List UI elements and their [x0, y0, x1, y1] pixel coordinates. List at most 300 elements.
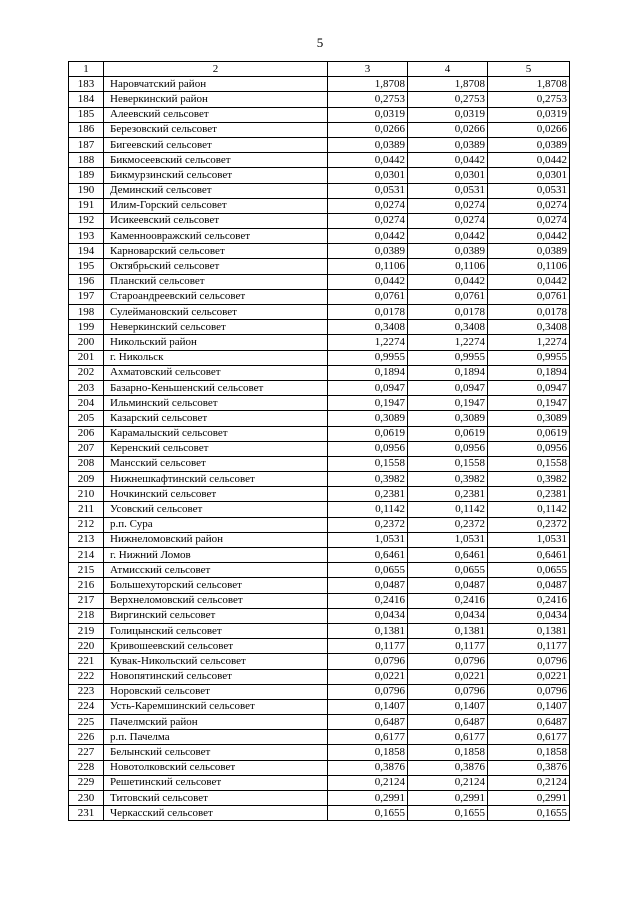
value-col5-cell: 0,1558 [488, 456, 570, 471]
territory-name-cell: Усовский сельсовет [104, 502, 328, 517]
territory-name-cell: Базарно-Кеньшенский сельсовет [104, 380, 328, 395]
territory-name-cell: г. Никольск [104, 350, 328, 365]
value-col5-cell: 0,0655 [488, 563, 570, 578]
territory-name-cell: Октябрьский сельсовет [104, 259, 328, 274]
value-col3-cell: 0,2753 [328, 92, 408, 107]
territory-name-cell: Неверкинский район [104, 92, 328, 107]
value-col5-cell: 0,0389 [488, 244, 570, 259]
value-col3-cell: 0,3089 [328, 411, 408, 426]
value-col3-cell: 0,9955 [328, 350, 408, 365]
value-col4-cell: 0,0487 [408, 578, 488, 593]
value-col5-cell: 0,1894 [488, 365, 570, 380]
value-col3-cell: 0,2991 [328, 791, 408, 806]
table-row [69, 183, 570, 198]
table-row [69, 760, 570, 775]
row-number-cell: 184 [69, 92, 104, 107]
row-number-cell: 227 [69, 745, 104, 760]
table-row [69, 380, 570, 395]
row-number-cell: 183 [69, 77, 104, 92]
value-col5-cell: 0,0274 [488, 198, 570, 213]
value-col3-cell: 0,1947 [328, 396, 408, 411]
territory-name-cell: Ночкинский сельсовет [104, 487, 328, 502]
value-col3-cell: 0,1142 [328, 502, 408, 517]
table-row [69, 350, 570, 365]
value-col3-cell: 0,0434 [328, 608, 408, 623]
table-row [69, 198, 570, 213]
row-number-cell: 198 [69, 305, 104, 320]
value-col3-cell: 0,1381 [328, 623, 408, 638]
row-number-cell: 206 [69, 426, 104, 441]
column-header-5: 5 [488, 62, 570, 77]
value-col3-cell: 0,3408 [328, 320, 408, 335]
value-col3-cell: 0,2416 [328, 593, 408, 608]
row-number-cell: 205 [69, 411, 104, 426]
value-col5-cell: 0,0178 [488, 305, 570, 320]
value-col5-cell: 0,0619 [488, 426, 570, 441]
value-col4-cell: 0,0796 [408, 684, 488, 699]
column-header-4: 4 [408, 62, 488, 77]
value-col5-cell: 0,0434 [488, 608, 570, 623]
value-col5-cell: 0,2991 [488, 791, 570, 806]
table-row [69, 775, 570, 790]
territory-name-cell: Неверкинский сельсовет [104, 320, 328, 335]
value-col3-cell: 0,0274 [328, 198, 408, 213]
row-number-cell: 208 [69, 456, 104, 471]
row-number-cell: 196 [69, 274, 104, 289]
value-col5-cell: 0,2753 [488, 92, 570, 107]
value-col3-cell: 0,0947 [328, 380, 408, 395]
row-number-cell: 219 [69, 623, 104, 638]
column-header-3: 3 [328, 62, 408, 77]
value-col4-cell: 0,1894 [408, 365, 488, 380]
value-col4-cell: 0,0655 [408, 563, 488, 578]
territory-name-cell: Виргинский сельсовет [104, 608, 328, 623]
value-col5-cell: 0,0796 [488, 654, 570, 669]
row-number-cell: 210 [69, 487, 104, 502]
value-col4-cell: 0,1106 [408, 259, 488, 274]
table-row [69, 593, 570, 608]
table-row [69, 168, 570, 183]
territory-name-cell: Исикеевский сельсовет [104, 213, 328, 228]
value-col4-cell: 0,0221 [408, 669, 488, 684]
value-col5-cell: 0,2381 [488, 487, 570, 502]
value-col4-cell: 0,0442 [408, 229, 488, 244]
territory-name-cell: р.п. Пачелма [104, 730, 328, 745]
table-row [69, 487, 570, 502]
value-col5-cell: 0,0531 [488, 183, 570, 198]
territory-name-cell: Наровчатский район [104, 77, 328, 92]
value-col4-cell: 0,1177 [408, 639, 488, 654]
table-row [69, 259, 570, 274]
table-row [69, 107, 570, 122]
table-row [69, 669, 570, 684]
row-number-cell: 193 [69, 229, 104, 244]
value-col5-cell: 0,0761 [488, 289, 570, 304]
row-number-cell: 214 [69, 548, 104, 563]
row-number-cell: 191 [69, 198, 104, 213]
value-col4-cell: 0,0319 [408, 107, 488, 122]
value-col3-cell: 0,0655 [328, 563, 408, 578]
value-col3-cell: 1,8708 [328, 77, 408, 92]
territory-name-cell: Каменноовражский сельсовет [104, 229, 328, 244]
table-row [69, 365, 570, 380]
table-row [69, 92, 570, 107]
value-col4-cell: 0,2372 [408, 517, 488, 532]
row-number-cell: 189 [69, 168, 104, 183]
value-col3-cell: 0,0274 [328, 213, 408, 228]
row-number-cell: 226 [69, 730, 104, 745]
row-number-cell: 229 [69, 775, 104, 790]
row-number-cell: 187 [69, 137, 104, 152]
territory-name-cell: Карамалыский сельсовет [104, 426, 328, 441]
row-number-cell: 201 [69, 350, 104, 365]
value-col3-cell: 0,0389 [328, 137, 408, 152]
table-header-row [69, 62, 570, 77]
row-number-cell: 228 [69, 760, 104, 775]
column-header-2: 2 [104, 62, 328, 77]
row-number-cell: 195 [69, 259, 104, 274]
territory-name-cell: Атмисский сельсовет [104, 563, 328, 578]
value-col5-cell: 0,6177 [488, 730, 570, 745]
value-col3-cell: 0,0761 [328, 289, 408, 304]
value-col3-cell: 0,2381 [328, 487, 408, 502]
territory-name-cell: г. Нижний Ломов [104, 548, 328, 563]
table-row [69, 806, 570, 821]
table-row [69, 244, 570, 259]
table-row [69, 699, 570, 714]
value-col5-cell: 0,3408 [488, 320, 570, 335]
value-col5-cell: 0,3876 [488, 760, 570, 775]
value-col3-cell: 0,0442 [328, 274, 408, 289]
value-col4-cell: 0,1558 [408, 456, 488, 471]
value-col4-cell: 0,3876 [408, 760, 488, 775]
row-number-cell: 185 [69, 107, 104, 122]
row-number-cell: 218 [69, 608, 104, 623]
row-number-cell: 190 [69, 183, 104, 198]
row-number-cell: 200 [69, 335, 104, 350]
row-number-cell: 223 [69, 684, 104, 699]
territory-name-cell: Голицынский сельсовет [104, 623, 328, 638]
territory-name-cell: Ильминский сельсовет [104, 396, 328, 411]
table-row [69, 532, 570, 547]
value-col4-cell: 0,0178 [408, 305, 488, 320]
row-number-cell: 230 [69, 791, 104, 806]
territory-name-cell: Березовский сельсовет [104, 122, 328, 137]
territory-name-cell: Никольский район [104, 335, 328, 350]
territory-name-cell: Верхнеломовский сельсовет [104, 593, 328, 608]
value-col4-cell: 1,2274 [408, 335, 488, 350]
territory-name-cell: Титовский сельсовет [104, 791, 328, 806]
table-row [69, 305, 570, 320]
territory-name-cell: Бикмосеевский сельсовет [104, 153, 328, 168]
row-number-cell: 203 [69, 380, 104, 395]
value-col4-cell: 0,0531 [408, 183, 488, 198]
territory-name-cell: Керенский сельсовет [104, 441, 328, 456]
table-row [69, 654, 570, 669]
value-col5-cell: 0,1381 [488, 623, 570, 638]
row-number-cell: 213 [69, 532, 104, 547]
value-col4-cell: 0,3089 [408, 411, 488, 426]
value-col5-cell: 1,8708 [488, 77, 570, 92]
row-number-cell: 186 [69, 122, 104, 137]
value-col5-cell: 0,1142 [488, 502, 570, 517]
row-number-cell: 216 [69, 578, 104, 593]
table-row [69, 684, 570, 699]
value-col3-cell: 0,6177 [328, 730, 408, 745]
value-col4-cell: 0,0274 [408, 198, 488, 213]
territory-name-cell: Новопятинский сельсовет [104, 669, 328, 684]
value-col3-cell: 0,0442 [328, 229, 408, 244]
row-number-cell: 212 [69, 517, 104, 532]
value-col3-cell: 0,1894 [328, 365, 408, 380]
value-col3-cell: 0,0619 [328, 426, 408, 441]
page-number: 5 [316, 35, 324, 50]
value-col4-cell: 0,2124 [408, 775, 488, 790]
value-col3-cell: 0,0442 [328, 153, 408, 168]
table-row [69, 335, 570, 350]
table-row [69, 122, 570, 137]
value-col4-cell: 0,6177 [408, 730, 488, 745]
value-col3-cell: 0,2372 [328, 517, 408, 532]
value-col4-cell: 0,2416 [408, 593, 488, 608]
value-col4-cell: 0,3982 [408, 472, 488, 487]
value-col4-cell: 0,1407 [408, 699, 488, 714]
row-number-cell: 222 [69, 669, 104, 684]
value-col4-cell: 0,6461 [408, 548, 488, 563]
table-row [69, 472, 570, 487]
row-number-cell: 204 [69, 396, 104, 411]
value-col4-cell: 0,2991 [408, 791, 488, 806]
value-col4-cell: 0,0389 [408, 244, 488, 259]
territory-name-cell: Кувак-Никольский сельсовет [104, 654, 328, 669]
territory-name-cell: Норовский сельсовет [104, 684, 328, 699]
table-row [69, 289, 570, 304]
value-col5-cell: 0,1177 [488, 639, 570, 654]
row-number-cell: 220 [69, 639, 104, 654]
value-col5-cell: 0,1947 [488, 396, 570, 411]
value-col5-cell: 0,6461 [488, 548, 570, 563]
territory-name-cell: Белынский сельсовет [104, 745, 328, 760]
value-col4-cell: 0,0947 [408, 380, 488, 395]
value-col5-cell: 0,1655 [488, 806, 570, 821]
value-col3-cell: 0,0266 [328, 122, 408, 137]
table-row [69, 396, 570, 411]
value-col5-cell: 0,0319 [488, 107, 570, 122]
value-col4-cell: 0,3408 [408, 320, 488, 335]
value-col3-cell: 0,0487 [328, 578, 408, 593]
value-col4-cell: 0,1142 [408, 502, 488, 517]
value-col3-cell: 0,0531 [328, 183, 408, 198]
value-col5-cell: 0,0442 [488, 229, 570, 244]
value-col3-cell: 0,0389 [328, 244, 408, 259]
row-number-cell: 202 [69, 365, 104, 380]
row-number-cell: 225 [69, 715, 104, 730]
value-col4-cell: 0,1947 [408, 396, 488, 411]
table-row [69, 623, 570, 638]
value-col4-cell: 0,0274 [408, 213, 488, 228]
table-row [69, 639, 570, 654]
value-col5-cell: 0,1407 [488, 699, 570, 714]
value-col4-cell: 0,1381 [408, 623, 488, 638]
value-col5-cell: 0,1106 [488, 259, 570, 274]
value-col4-cell: 0,0442 [408, 153, 488, 168]
territory-name-cell: Алеевский сельсовет [104, 107, 328, 122]
value-col3-cell: 0,1655 [328, 806, 408, 821]
value-col4-cell: 0,1655 [408, 806, 488, 821]
row-number-cell: 197 [69, 289, 104, 304]
value-col4-cell: 0,0619 [408, 426, 488, 441]
table-row [69, 456, 570, 471]
value-col4-cell: 1,0531 [408, 532, 488, 547]
column-header-1: 1 [69, 62, 104, 77]
row-number-cell: 221 [69, 654, 104, 669]
table-row [69, 730, 570, 745]
territory-name-cell: Нижнеломовский район [104, 532, 328, 547]
value-col3-cell: 0,2124 [328, 775, 408, 790]
value-col3-cell: 0,1407 [328, 699, 408, 714]
table-row [69, 213, 570, 228]
table-row [69, 548, 570, 563]
value-col5-cell: 0,0947 [488, 380, 570, 395]
value-col5-cell: 0,0796 [488, 684, 570, 699]
row-number-cell: 199 [69, 320, 104, 335]
value-col5-cell: 0,2372 [488, 517, 570, 532]
table-row [69, 517, 570, 532]
row-number-cell: 224 [69, 699, 104, 714]
value-col3-cell: 0,3982 [328, 472, 408, 487]
value-col3-cell: 0,1106 [328, 259, 408, 274]
table-row [69, 578, 570, 593]
territory-name-cell: р.п. Сура [104, 517, 328, 532]
row-number-cell: 207 [69, 441, 104, 456]
value-col5-cell: 0,1858 [488, 745, 570, 760]
territory-name-cell: Усть-Каремшинский сельсовет [104, 699, 328, 714]
table-row [69, 320, 570, 335]
territory-name-cell: Ахматовский сельсовет [104, 365, 328, 380]
territory-name-cell: Бигеевский сельсовет [104, 137, 328, 152]
table-row [69, 229, 570, 244]
value-col3-cell: 0,0301 [328, 168, 408, 183]
table-row [69, 441, 570, 456]
row-number-cell: 215 [69, 563, 104, 578]
value-col4-cell: 0,1858 [408, 745, 488, 760]
territory-name-cell: Казарский сельсовет [104, 411, 328, 426]
value-col3-cell: 0,1558 [328, 456, 408, 471]
value-col4-cell: 0,0761 [408, 289, 488, 304]
row-number-cell: 231 [69, 806, 104, 821]
territory-name-cell: Староандреевский сельсовет [104, 289, 328, 304]
value-col3-cell: 0,0956 [328, 441, 408, 456]
value-col3-cell: 0,6487 [328, 715, 408, 730]
value-col3-cell: 0,6461 [328, 548, 408, 563]
value-col4-cell: 0,2753 [408, 92, 488, 107]
data-table [68, 61, 570, 821]
row-number-cell: 192 [69, 213, 104, 228]
value-col3-cell: 0,1177 [328, 639, 408, 654]
table-row [69, 745, 570, 760]
value-col3-cell: 0,0319 [328, 107, 408, 122]
territory-name-cell: Нижнешкафтинский сельсовет [104, 472, 328, 487]
table-row [69, 137, 570, 152]
row-number-cell: 209 [69, 472, 104, 487]
value-col4-cell: 0,9955 [408, 350, 488, 365]
value-col5-cell: 0,0266 [488, 122, 570, 137]
table-row [69, 77, 570, 92]
table-row [69, 502, 570, 517]
table-body [69, 77, 570, 821]
territory-name-cell: Деминский сельсовет [104, 183, 328, 198]
territory-name-cell: Бикмурзинский сельсовет [104, 168, 328, 183]
value-col5-cell: 0,2124 [488, 775, 570, 790]
territory-name-cell: Большехуторский сельсовет [104, 578, 328, 593]
value-col3-cell: 0,0796 [328, 654, 408, 669]
territory-name-cell: Мансский сельсовет [104, 456, 328, 471]
value-col4-cell: 0,0301 [408, 168, 488, 183]
table-row [69, 274, 570, 289]
territory-name-cell: Планский сельсовет [104, 274, 328, 289]
table-row [69, 411, 570, 426]
territory-name-cell: Илим-Горский сельсовет [104, 198, 328, 213]
value-col5-cell: 1,0531 [488, 532, 570, 547]
territory-name-cell: Решетинский сельсовет [104, 775, 328, 790]
value-col4-cell: 0,0442 [408, 274, 488, 289]
value-col3-cell: 0,0796 [328, 684, 408, 699]
territory-name-cell: Пачелмский район [104, 715, 328, 730]
row-number-cell: 194 [69, 244, 104, 259]
value-col5-cell: 0,0274 [488, 213, 570, 228]
table-row [69, 153, 570, 168]
value-col5-cell: 0,0956 [488, 441, 570, 456]
value-col5-cell: 0,3982 [488, 472, 570, 487]
row-number-cell: 217 [69, 593, 104, 608]
territory-name-cell: Кривошеевский сельсовет [104, 639, 328, 654]
territory-name-cell: Черкасский сельсовет [104, 806, 328, 821]
value-col5-cell: 0,0442 [488, 153, 570, 168]
value-col3-cell: 0,0178 [328, 305, 408, 320]
value-col4-cell: 0,0389 [408, 137, 488, 152]
value-col3-cell: 0,3876 [328, 760, 408, 775]
value-col4-cell: 0,0266 [408, 122, 488, 137]
value-col3-cell: 0,0221 [328, 669, 408, 684]
table-row [69, 426, 570, 441]
value-col5-cell: 0,0301 [488, 168, 570, 183]
value-col5-cell: 0,0389 [488, 137, 570, 152]
value-col4-cell: 0,0956 [408, 441, 488, 456]
value-col3-cell: 1,2274 [328, 335, 408, 350]
table-row [69, 791, 570, 806]
value-col5-cell: 1,2274 [488, 335, 570, 350]
value-col5-cell: 0,3089 [488, 411, 570, 426]
value-col4-cell: 0,6487 [408, 715, 488, 730]
value-col5-cell: 0,0487 [488, 578, 570, 593]
table-row [69, 563, 570, 578]
value-col4-cell: 0,2381 [408, 487, 488, 502]
row-number-cell: 211 [69, 502, 104, 517]
territory-name-cell: Карноварский сельсовет [104, 244, 328, 259]
row-number-cell: 188 [69, 153, 104, 168]
value-col4-cell: 0,0434 [408, 608, 488, 623]
value-col5-cell: 0,0221 [488, 669, 570, 684]
value-col5-cell: 0,2416 [488, 593, 570, 608]
territory-name-cell: Сулеймановский сельсовет [104, 305, 328, 320]
value-col5-cell: 0,6487 [488, 715, 570, 730]
territory-name-cell: Новотолковский сельсовет [104, 760, 328, 775]
table-row [69, 608, 570, 623]
table-row [69, 715, 570, 730]
value-col5-cell: 0,0442 [488, 274, 570, 289]
value-col4-cell: 0,0796 [408, 654, 488, 669]
value-col3-cell: 1,0531 [328, 532, 408, 547]
